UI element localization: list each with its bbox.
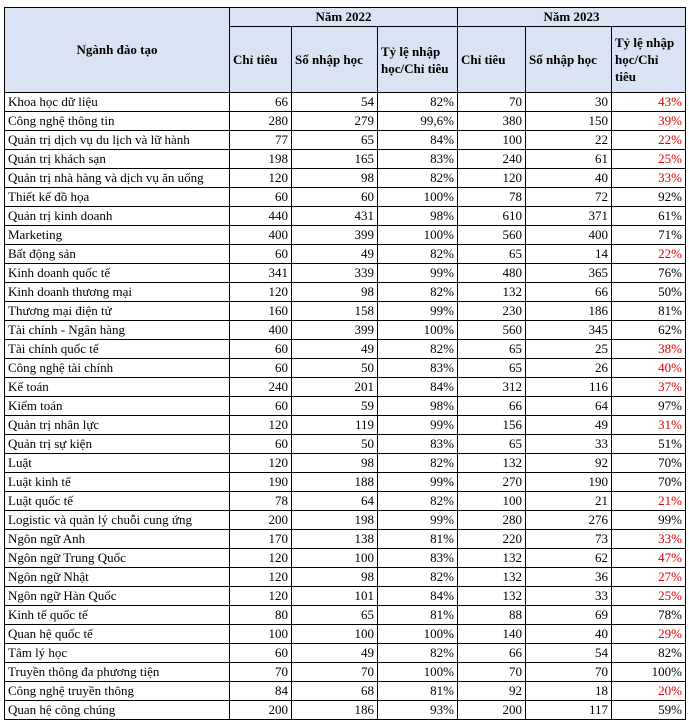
quota-2022-cell: 77 — [230, 131, 292, 150]
enrolled-2023-cell: 33 — [526, 435, 612, 454]
ratio-2022-cell: 93% — [378, 701, 458, 720]
program-name-cell: Công nghệ thông tin — [5, 112, 230, 131]
ratio-2023-cell: 61% — [612, 207, 686, 226]
enrolled-2022-cell: 165 — [292, 150, 378, 169]
table-row — [5, 606, 686, 625]
ratio-2023-cell: 97% — [612, 397, 686, 416]
header-enrolled-2022: Số nhập học — [292, 27, 378, 93]
quota-2023-cell: 560 — [458, 321, 526, 340]
table-body — [5, 93, 686, 720]
enrolled-2023-cell: 18 — [526, 682, 612, 701]
program-name-cell: Ngôn ngữ Anh — [5, 530, 230, 549]
quota-2023-cell: 230 — [458, 302, 526, 321]
header-program: Ngành đào tạo — [5, 8, 230, 93]
enrolled-2023-cell: 26 — [526, 359, 612, 378]
quota-2023-cell: 65 — [458, 245, 526, 264]
enrolled-2022-cell: 101 — [292, 587, 378, 606]
quota-2022-cell: 60 — [230, 435, 292, 454]
program-name-cell: Quản trị khách sạn — [5, 150, 230, 169]
ratio-2022-cell: 100% — [378, 663, 458, 682]
ratio-2022-cell: 82% — [378, 568, 458, 587]
ratio-2023-cell: 37% — [612, 378, 686, 397]
quota-2022-cell: 400 — [230, 321, 292, 340]
program-name-cell: Thương mại điện tử — [5, 302, 230, 321]
ratio-2022-cell: 100% — [378, 321, 458, 340]
ratio-2023-cell: 71% — [612, 226, 686, 245]
quota-2022-cell: 120 — [230, 587, 292, 606]
enrolled-2023-cell: 400 — [526, 226, 612, 245]
quota-2022-cell: 60 — [230, 188, 292, 207]
table-row — [5, 435, 686, 454]
program-name-cell: Quản trị kinh doanh — [5, 207, 230, 226]
enrolled-2022-cell: 188 — [292, 473, 378, 492]
table-row — [5, 378, 686, 397]
program-name-cell: Công nghệ truyền thông — [5, 682, 230, 701]
enrolled-2022-cell: 198 — [292, 511, 378, 530]
ratio-2023-cell: 62% — [612, 321, 686, 340]
ratio-2023-cell: 33% — [612, 169, 686, 188]
header-quota-2022: Chỉ tiêu — [230, 27, 292, 93]
ratio-2023-cell: 33% — [612, 530, 686, 549]
ratio-2023-cell: 47% — [612, 549, 686, 568]
ratio-2023-cell: 81% — [612, 302, 686, 321]
enrolled-2022-cell: 64 — [292, 492, 378, 511]
enrolled-2022-cell: 186 — [292, 701, 378, 720]
program-name-cell: Quan hệ quốc tế — [5, 625, 230, 644]
ratio-2023-cell: 70% — [612, 473, 686, 492]
quota-2022-cell: 120 — [230, 416, 292, 435]
table-row — [5, 131, 686, 150]
table-row — [5, 169, 686, 188]
header-ratio-2022: Tỷ lệ nhập học/Chỉ tiêu — [378, 27, 458, 93]
table-row — [5, 321, 686, 340]
enrolled-2022-cell: 98 — [292, 169, 378, 188]
quota-2022-cell: 84 — [230, 682, 292, 701]
enrolled-2023-cell: 150 — [526, 112, 612, 131]
table-row — [5, 93, 686, 112]
quota-2023-cell: 200 — [458, 701, 526, 720]
table-row — [5, 568, 686, 587]
table-row — [5, 283, 686, 302]
enrolled-2022-cell: 49 — [292, 644, 378, 663]
program-name-cell: Luật kinh tế — [5, 473, 230, 492]
quota-2022-cell: 60 — [230, 644, 292, 663]
ratio-2023-cell: 50% — [612, 283, 686, 302]
enrolled-2022-cell: 98 — [292, 568, 378, 587]
ratio-2023-cell: 21% — [612, 492, 686, 511]
table-row — [5, 473, 686, 492]
quota-2023-cell: 70 — [458, 93, 526, 112]
quota-2023-cell: 88 — [458, 606, 526, 625]
quota-2022-cell: 70 — [230, 663, 292, 682]
ratio-2022-cell: 82% — [378, 454, 458, 473]
program-name-cell: Logistic và quản lý chuỗi cung ứng — [5, 511, 230, 530]
ratio-2023-cell: 40% — [612, 359, 686, 378]
table-row — [5, 207, 686, 226]
program-name-cell: Công nghệ tài chính — [5, 359, 230, 378]
enrolled-2022-cell: 431 — [292, 207, 378, 226]
table-row — [5, 302, 686, 321]
quota-2023-cell: 100 — [458, 492, 526, 511]
quota-2023-cell: 132 — [458, 587, 526, 606]
enrolled-2022-cell: 54 — [292, 93, 378, 112]
ratio-2023-cell: 25% — [612, 150, 686, 169]
program-name-cell: Kinh doanh quốc tế — [5, 264, 230, 283]
quota-2022-cell: 200 — [230, 701, 292, 720]
ratio-2022-cell: 83% — [378, 435, 458, 454]
ratio-2022-cell: 82% — [378, 340, 458, 359]
enrolled-2023-cell: 190 — [526, 473, 612, 492]
quota-2023-cell: 610 — [458, 207, 526, 226]
program-name-cell: Quan hệ công chúng — [5, 701, 230, 720]
table-row — [5, 511, 686, 530]
ratio-2022-cell: 82% — [378, 283, 458, 302]
quota-2022-cell: 60 — [230, 245, 292, 264]
header-quota-2023: Chỉ tiêu — [458, 27, 526, 93]
enrolled-2023-cell: 72 — [526, 188, 612, 207]
table-row — [5, 150, 686, 169]
header-row-years — [5, 8, 686, 27]
quota-2023-cell: 280 — [458, 511, 526, 530]
quota-2022-cell: 170 — [230, 530, 292, 549]
quota-2023-cell: 70 — [458, 663, 526, 682]
enrolled-2022-cell: 119 — [292, 416, 378, 435]
enrolled-2023-cell: 365 — [526, 264, 612, 283]
enrolled-2023-cell: 40 — [526, 625, 612, 644]
ratio-2023-cell: 25% — [612, 587, 686, 606]
enrolled-2023-cell: 186 — [526, 302, 612, 321]
quota-2022-cell: 198 — [230, 150, 292, 169]
program-name-cell: Ngôn ngữ Hàn Quốc — [5, 587, 230, 606]
table-row — [5, 530, 686, 549]
header-ratio-2023: Tỷ lệ nhập học/Chỉ tiêu — [612, 27, 686, 93]
enrolled-2022-cell: 50 — [292, 359, 378, 378]
quota-2023-cell: 270 — [458, 473, 526, 492]
quota-2022-cell: 341 — [230, 264, 292, 283]
ratio-2023-cell: 20% — [612, 682, 686, 701]
quota-2023-cell: 560 — [458, 226, 526, 245]
table-row — [5, 625, 686, 644]
ratio-2023-cell: 92% — [612, 188, 686, 207]
enrolled-2023-cell: 62 — [526, 549, 612, 568]
ratio-2023-cell: 22% — [612, 245, 686, 264]
header-enrolled-2023: Số nhập học — [526, 27, 612, 93]
enrolled-2023-cell: 371 — [526, 207, 612, 226]
ratio-2022-cell: 82% — [378, 644, 458, 663]
enrolled-2023-cell: 116 — [526, 378, 612, 397]
quota-2023-cell: 65 — [458, 435, 526, 454]
table-row — [5, 245, 686, 264]
ratio-2022-cell: 83% — [378, 359, 458, 378]
ratio-2022-cell: 84% — [378, 587, 458, 606]
quota-2023-cell: 132 — [458, 549, 526, 568]
enrolled-2022-cell: 158 — [292, 302, 378, 321]
program-name-cell: Quản trị dịch vụ du lịch và lữ hành — [5, 131, 230, 150]
quota-2022-cell: 120 — [230, 454, 292, 473]
table-row — [5, 340, 686, 359]
quota-2023-cell: 480 — [458, 264, 526, 283]
enrolled-2023-cell: 69 — [526, 606, 612, 625]
table-row — [5, 454, 686, 473]
quota-2022-cell: 60 — [230, 397, 292, 416]
ratio-2022-cell: 99% — [378, 302, 458, 321]
enrolled-2022-cell: 138 — [292, 530, 378, 549]
ratio-2023-cell: 22% — [612, 131, 686, 150]
table-row — [5, 549, 686, 568]
enrolled-2023-cell: 276 — [526, 511, 612, 530]
ratio-2023-cell: 82% — [612, 644, 686, 663]
quota-2022-cell: 190 — [230, 473, 292, 492]
ratio-2023-cell: 59% — [612, 701, 686, 720]
ratio-2023-cell: 76% — [612, 264, 686, 283]
quota-2022-cell: 120 — [230, 549, 292, 568]
quota-2022-cell: 200 — [230, 511, 292, 530]
table-row — [5, 397, 686, 416]
table-row — [5, 682, 686, 701]
quota-2022-cell: 160 — [230, 302, 292, 321]
ratio-2023-cell: 70% — [612, 454, 686, 473]
quota-2022-cell: 100 — [230, 625, 292, 644]
ratio-2022-cell: 100% — [378, 188, 458, 207]
enrolled-2023-cell: 40 — [526, 169, 612, 188]
program-name-cell: Thiết kế đồ họa — [5, 188, 230, 207]
ratio-2023-cell: 39% — [612, 112, 686, 131]
quota-2023-cell: 66 — [458, 397, 526, 416]
enrolled-2022-cell: 68 — [292, 682, 378, 701]
enrolled-2022-cell: 399 — [292, 321, 378, 340]
enrolled-2023-cell: 14 — [526, 245, 612, 264]
ratio-2022-cell: 82% — [378, 93, 458, 112]
enrolled-2022-cell: 98 — [292, 283, 378, 302]
program-name-cell: Ngôn ngữ Nhật — [5, 568, 230, 587]
ratio-2022-cell: 98% — [378, 397, 458, 416]
enrolled-2023-cell: 49 — [526, 416, 612, 435]
quota-2023-cell: 312 — [458, 378, 526, 397]
quota-2023-cell: 78 — [458, 188, 526, 207]
program-name-cell: Luật quốc tế — [5, 492, 230, 511]
enrolled-2022-cell: 98 — [292, 454, 378, 473]
program-name-cell: Tài chính quốc tế — [5, 340, 230, 359]
ratio-2022-cell: 81% — [378, 606, 458, 625]
program-name-cell: Luật — [5, 454, 230, 473]
ratio-2022-cell: 82% — [378, 492, 458, 511]
ratio-2023-cell: 51% — [612, 435, 686, 454]
enrolled-2023-cell: 64 — [526, 397, 612, 416]
enrolled-2023-cell: 92 — [526, 454, 612, 473]
header-year-2022: Năm 2022 — [230, 8, 458, 27]
program-name-cell: Tài chính - Ngân hàng — [5, 321, 230, 340]
quota-2022-cell: 440 — [230, 207, 292, 226]
ratio-2023-cell: 27% — [612, 568, 686, 587]
enrolled-2023-cell: 73 — [526, 530, 612, 549]
ratio-2023-cell: 100% — [612, 663, 686, 682]
enrollment-table — [4, 7, 686, 720]
quota-2022-cell: 120 — [230, 283, 292, 302]
table-row — [5, 644, 686, 663]
quota-2023-cell: 240 — [458, 150, 526, 169]
table-row — [5, 663, 686, 682]
ratio-2022-cell: 82% — [378, 245, 458, 264]
quota-2023-cell: 132 — [458, 283, 526, 302]
quota-2023-cell: 220 — [458, 530, 526, 549]
ratio-2023-cell: 31% — [612, 416, 686, 435]
enrolled-2022-cell: 201 — [292, 378, 378, 397]
ratio-2022-cell: 100% — [378, 226, 458, 245]
enrolled-2023-cell: 54 — [526, 644, 612, 663]
quota-2022-cell: 280 — [230, 112, 292, 131]
quota-2023-cell: 156 — [458, 416, 526, 435]
quota-2022-cell: 400 — [230, 226, 292, 245]
ratio-2022-cell: 84% — [378, 378, 458, 397]
enrolled-2023-cell: 61 — [526, 150, 612, 169]
enrolled-2022-cell: 70 — [292, 663, 378, 682]
enrolled-2022-cell: 339 — [292, 264, 378, 283]
program-name-cell: Kinh doanh thương mại — [5, 283, 230, 302]
quota-2022-cell: 78 — [230, 492, 292, 511]
ratio-2022-cell: 99% — [378, 473, 458, 492]
ratio-2022-cell: 98% — [378, 207, 458, 226]
ratio-2022-cell: 82% — [378, 169, 458, 188]
enrolled-2022-cell: 49 — [292, 245, 378, 264]
enrolled-2023-cell: 117 — [526, 701, 612, 720]
enrolled-2023-cell: 21 — [526, 492, 612, 511]
quota-2023-cell: 120 — [458, 169, 526, 188]
quota-2023-cell: 66 — [458, 644, 526, 663]
ratio-2023-cell: 38% — [612, 340, 686, 359]
ratio-2022-cell: 99% — [378, 511, 458, 530]
enrolled-2023-cell: 30 — [526, 93, 612, 112]
ratio-2023-cell: 43% — [612, 93, 686, 112]
quota-2023-cell: 132 — [458, 454, 526, 473]
program-name-cell: Quản trị nhà hàng và dịch vụ ăn uống — [5, 169, 230, 188]
program-name-cell: Kế toán — [5, 378, 230, 397]
program-name-cell: Truyền thông đa phương tiện — [5, 663, 230, 682]
table-row — [5, 112, 686, 131]
enrolled-2023-cell: 25 — [526, 340, 612, 359]
quota-2022-cell: 120 — [230, 169, 292, 188]
table-row — [5, 416, 686, 435]
program-name-cell: Marketing — [5, 226, 230, 245]
ratio-2022-cell: 99% — [378, 264, 458, 283]
enrolled-2022-cell: 65 — [292, 131, 378, 150]
enrolled-2022-cell: 100 — [292, 549, 378, 568]
ratio-2023-cell: 99% — [612, 511, 686, 530]
quota-2023-cell: 65 — [458, 340, 526, 359]
quota-2023-cell: 140 — [458, 625, 526, 644]
ratio-2022-cell: 99,6% — [378, 112, 458, 131]
enrolled-2023-cell: 36 — [526, 568, 612, 587]
ratio-2023-cell: 29% — [612, 625, 686, 644]
program-name-cell: Kiểm toán — [5, 397, 230, 416]
program-name-cell: Tâm lý học — [5, 644, 230, 663]
enrolled-2022-cell: 399 — [292, 226, 378, 245]
enrolled-2022-cell: 279 — [292, 112, 378, 131]
table-row — [5, 359, 686, 378]
table-row — [5, 492, 686, 511]
enrolled-2022-cell: 65 — [292, 606, 378, 625]
quota-2023-cell: 380 — [458, 112, 526, 131]
quota-2022-cell: 66 — [230, 93, 292, 112]
enrolled-2022-cell: 100 — [292, 625, 378, 644]
ratio-2022-cell: 99% — [378, 416, 458, 435]
ratio-2022-cell: 84% — [378, 131, 458, 150]
quota-2022-cell: 60 — [230, 340, 292, 359]
quota-2022-cell: 80 — [230, 606, 292, 625]
enrolled-2022-cell: 49 — [292, 340, 378, 359]
enrolled-2023-cell: 66 — [526, 283, 612, 302]
program-name-cell: Bất động sản — [5, 245, 230, 264]
quota-2023-cell: 132 — [458, 568, 526, 587]
ratio-2022-cell: 83% — [378, 150, 458, 169]
ratio-2022-cell: 83% — [378, 549, 458, 568]
table-row — [5, 188, 686, 207]
program-name-cell: Quản trị sự kiện — [5, 435, 230, 454]
quota-2022-cell: 60 — [230, 359, 292, 378]
quota-2022-cell: 240 — [230, 378, 292, 397]
ratio-2022-cell: 81% — [378, 530, 458, 549]
program-name-cell: Kinh tế quốc tế — [5, 606, 230, 625]
enrolled-2022-cell: 50 — [292, 435, 378, 454]
program-name-cell: Khoa học dữ liệu — [5, 93, 230, 112]
enrolled-2023-cell: 22 — [526, 131, 612, 150]
ratio-2022-cell: 100% — [378, 625, 458, 644]
table-row — [5, 264, 686, 283]
enrolled-2023-cell: 33 — [526, 587, 612, 606]
enrolled-2023-cell: 345 — [526, 321, 612, 340]
enrolled-2022-cell: 59 — [292, 397, 378, 416]
enrolled-2022-cell: 60 — [292, 188, 378, 207]
quota-2022-cell: 120 — [230, 568, 292, 587]
ratio-2022-cell: 81% — [378, 682, 458, 701]
quota-2023-cell: 92 — [458, 682, 526, 701]
table-row — [5, 701, 686, 720]
quota-2023-cell: 65 — [458, 359, 526, 378]
program-name-cell: Ngôn ngữ Trung Quốc — [5, 549, 230, 568]
quota-2023-cell: 100 — [458, 131, 526, 150]
enrolled-2023-cell: 70 — [526, 663, 612, 682]
table-row — [5, 226, 686, 245]
header-year-2023: Năm 2023 — [458, 8, 686, 27]
ratio-2023-cell: 78% — [612, 606, 686, 625]
program-name-cell: Quản trị nhân lực — [5, 416, 230, 435]
table-row — [5, 587, 686, 606]
